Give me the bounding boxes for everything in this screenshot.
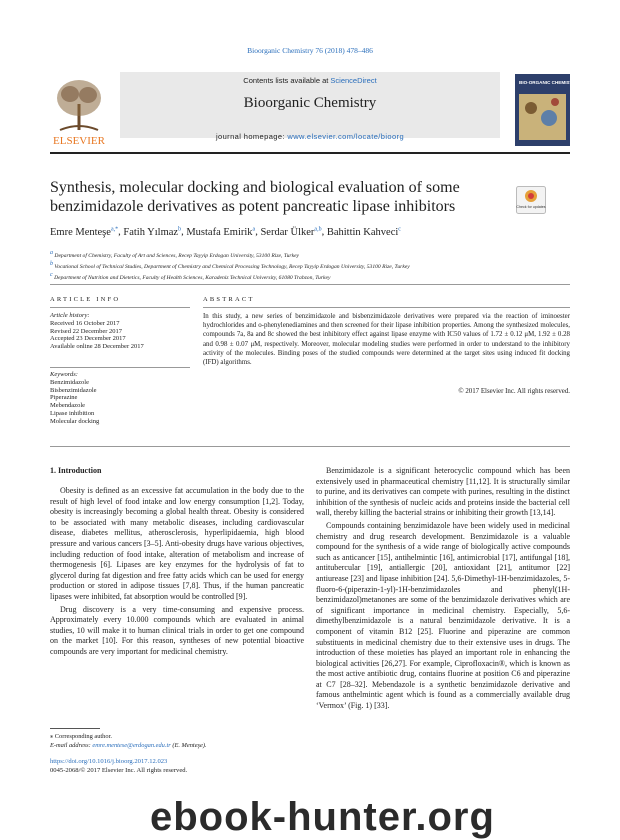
author[interactable]: Mustafa Emirik$^a$	[186, 226, 256, 238]
paragraph: Compounds containing benzimidazole have been widely used in medicinal chemistry and drug research development. Benzimidazole is a valuable compound for the synthesis of a wide range of biologically active compounds such as anticancer [15], antihelmintic [16], antimicrobial [17], antifungal [18], antitubercular [19], antiallergic [20], antioxidant [21], antitumor [22] antiurease [23] and lipase inhibition [24]. 5,6-Dimethyl-1H-benzimidazoles, 5-fluoro-6-(piperazin-1-yl)-1H-benzimidazoles and phenyl(1H-benzimidazol)metanones are some of the benzimidazole derivatives which are of significant importance in medicinal chemistry. Especially, 5,6-dimethylbenzimidazole is a natural benzimidazole derivative. It is a component of vitamin B12 [25]. Fluorine and piperazine are common substituents in medicinal chemistry due to their extensive uses in drugs. The introduction of these moieties has played an important role in enhancing the biological activities [26,27]. For example, Ciprofloxacin®, which is known as the most active antibiotic drug, contains fluorine at position C6 and piperazine at C7 [28–32]. Mebendazole is a synthetic benzimidazole derivative and famous anthelmintic agent which is found as a commercially available drug ‘Vermox’ (Fig. 1) [33].	[316, 520, 570, 711]
author[interactable]: Bahittin Kahveci$^c$	[326, 226, 401, 238]
homepage-link[interactable]: www.elsevier.com/locate/bioorg	[287, 132, 405, 141]
copyright-notice: © 2017 Elsevier Inc. All rights reserved.	[458, 388, 570, 395]
history-item: Available online 28 December 2017	[50, 343, 144, 351]
check-for-updates-badge[interactable]	[516, 186, 546, 214]
keyword: Mebendazole	[50, 402, 86, 410]
journal-cover-image[interactable]	[515, 74, 579, 146]
contents-prefix: Contents lists available at	[243, 76, 331, 85]
svg-text:Check for updates: Check for updates	[516, 205, 546, 209]
article-info-heading: ARTICLE INFO	[50, 296, 121, 303]
history-item: Revised 22 December 2017	[50, 327, 123, 335]
history-item: Accepted 23 December 2017	[50, 335, 126, 343]
affiliation: c Department of Nutrition and Dietetics, Faculty of Health Sciences, Karadeniz Technical University, 61080 Trabzon, Turkey	[50, 272, 331, 282]
abstract-heading: ABSTRACT	[203, 296, 255, 303]
corresponding-author-note: ⁎ Corresponding author.	[50, 733, 112, 740]
issn-line: 0045-2068/© 2017 Elsevier Inc. All rights reserved.	[50, 766, 188, 774]
keyword: Piperazine	[50, 394, 78, 402]
journal-homepage-line	[120, 132, 500, 141]
keyword: Lipase inhibition	[50, 409, 95, 417]
divider	[50, 284, 570, 285]
section-heading: 1. Introduction	[50, 466, 102, 475]
body-right-column	[316, 466, 570, 714]
contents-available-line	[120, 76, 500, 85]
affiliation: a Department of Chemistry, Faculty of Art and Sciences, Recep Tayyip Erdogan University, 53100 Rize, Turkey	[50, 250, 300, 259]
divider	[50, 307, 190, 308]
paragraph: Drug discovery is a very time-consuming and expensive process. Approximately every 10.000 compounds which are evaluated in animal studies, 10 will make it to human clinical trials in order to get one compound on the market [10]. For this reason, syntheses of new potential bioactive compounds are very important for medicinal chemistry.	[50, 604, 304, 656]
doi-block	[50, 758, 187, 775]
keywords-label: Keywords:	[50, 371, 78, 378]
paragraph: Benzimidazole is a significant heterocyclic compound which has been extensively used in pharmaceutical chemistry [11,12]. It is structurally similar to purine, and its derivatives can compete with purines, resulting in the distinct inhibition of the synthesis of nucleic acids and proteins inside the bacterial cell wall, thereby killing the bacterial strains or inhibiting their growth [13,14].	[316, 466, 570, 518]
paragraph: Obesity is defined as an excessive fat accumulation in the body due to the result of high level of food intake and low energy consumption [1,2]. Today, obesity is increasingly becoming a global health threat. Obesity is considered to be associated with many metabolic diseases, including cardiovascular disease, diabetes mellitus, atherosclerosis, hyperlipidaemia, high blood pressure and various cancers [3–5]. Anti-obesity drugs have various objectives, including reduction of food intake, alteration of metabolism and increase of thermogenesis [6]. Lipases are key enzymes for the hydrolysis of fat to glycerol during fat digestion and free fatty acids which can be used for energy production or stored in adipose tissues [7,8]. Thus, if the human pancreatic lipases were inhibited, fat absorption would be controlled [9].	[50, 486, 304, 601]
affiliation: b Vocational School of Technical Studies, Department of Chemistry and Chemical Processing Technology, Recep Tayyip Erdogan University, 53100 Rize, Turkey	[50, 261, 410, 271]
abstract-text: In this study, a new series of benzimidazole and bisbenzimidazole derivatives were prepared via the reaction of iminoester hydrochlorides and o-phenylenediamines and then screened for their lipase inhibition properties. Among the synthesized molecules, compounds 7a, 8a and 8c showed the best inhibitory effect against lipase enzyme with IC50 values of 1.72 ± 0.12 μM, 1.92 ± 0.28 and 0.98 ± 0.07 μM, respectively. Moreover, molecular modeling studies were performed in order to understand to the inhibitory activity of the molecules. Binding poses of the studied compounds were determined at the target sites using induced fit docking (IFD) algorithms.	[203, 313, 570, 367]
author[interactable]: Emre Menteşe$^{a,*}$	[50, 226, 119, 238]
email-line	[50, 741, 304, 750]
footnote-rule	[50, 728, 100, 729]
svg-text:BIO-ORGANIC CHEMISTRY: BIO-ORGANIC CHEMISTRY	[519, 80, 579, 85]
footnote	[50, 732, 304, 750]
author-list: Emre Menteşe$^{a,*}$, Fatih Yılmaz$^b$, Mustafa Emirik$^a$, Serdar Ülker$^{a,b}$, Bahittin Kahveci$^c$	[50, 226, 401, 238]
journal-reference[interactable]: Bioorganic Chemistry 76 (2018) 478–486	[247, 46, 373, 55]
journal-title: Bioorganic Chemistry	[243, 95, 377, 111]
header-rule	[50, 152, 570, 154]
keyword: Benzimidazole	[50, 378, 89, 386]
homepage-prefix: journal homepage:	[215, 132, 288, 141]
author[interactable]: Fatih Yılmaz$^b$	[123, 226, 182, 238]
email-link[interactable]: emre.mentese@erdogan.edu.tr	[92, 742, 171, 749]
svg-text:ELSEVIER: ELSEVIER	[53, 135, 105, 147]
article-title: Synthesis, molecular docking and biological evaluation of some benzimidazole derivatives as potent pancreatic lipase inhibitors	[50, 179, 460, 215]
keyword: Bisbenzimidazole	[50, 386, 97, 394]
keywords	[50, 371, 190, 426]
article-history	[50, 312, 190, 351]
author[interactable]: Serdar Ülker$^{a,b}$	[260, 226, 322, 238]
history-item: Received 16 October 2017	[50, 319, 120, 327]
sciencedirect-link[interactable]: ScienceDirect	[330, 76, 377, 85]
history-label: Article history:	[50, 312, 90, 319]
elsevier-logo	[50, 74, 108, 148]
keyword: Molecular docking	[50, 417, 100, 425]
email-label: E-mail address:	[50, 742, 93, 749]
affiliations	[50, 249, 570, 282]
body-left-column	[50, 486, 304, 660]
doi-link[interactable]: https://doi.org/10.1016/j.bioorg.2017.12.023	[50, 758, 168, 765]
divider	[50, 446, 570, 447]
divider	[203, 307, 570, 308]
divider	[50, 367, 190, 368]
email-suffix: (E. Menteşe).	[170, 742, 207, 749]
watermark: ebook-hunter.org	[150, 795, 495, 839]
